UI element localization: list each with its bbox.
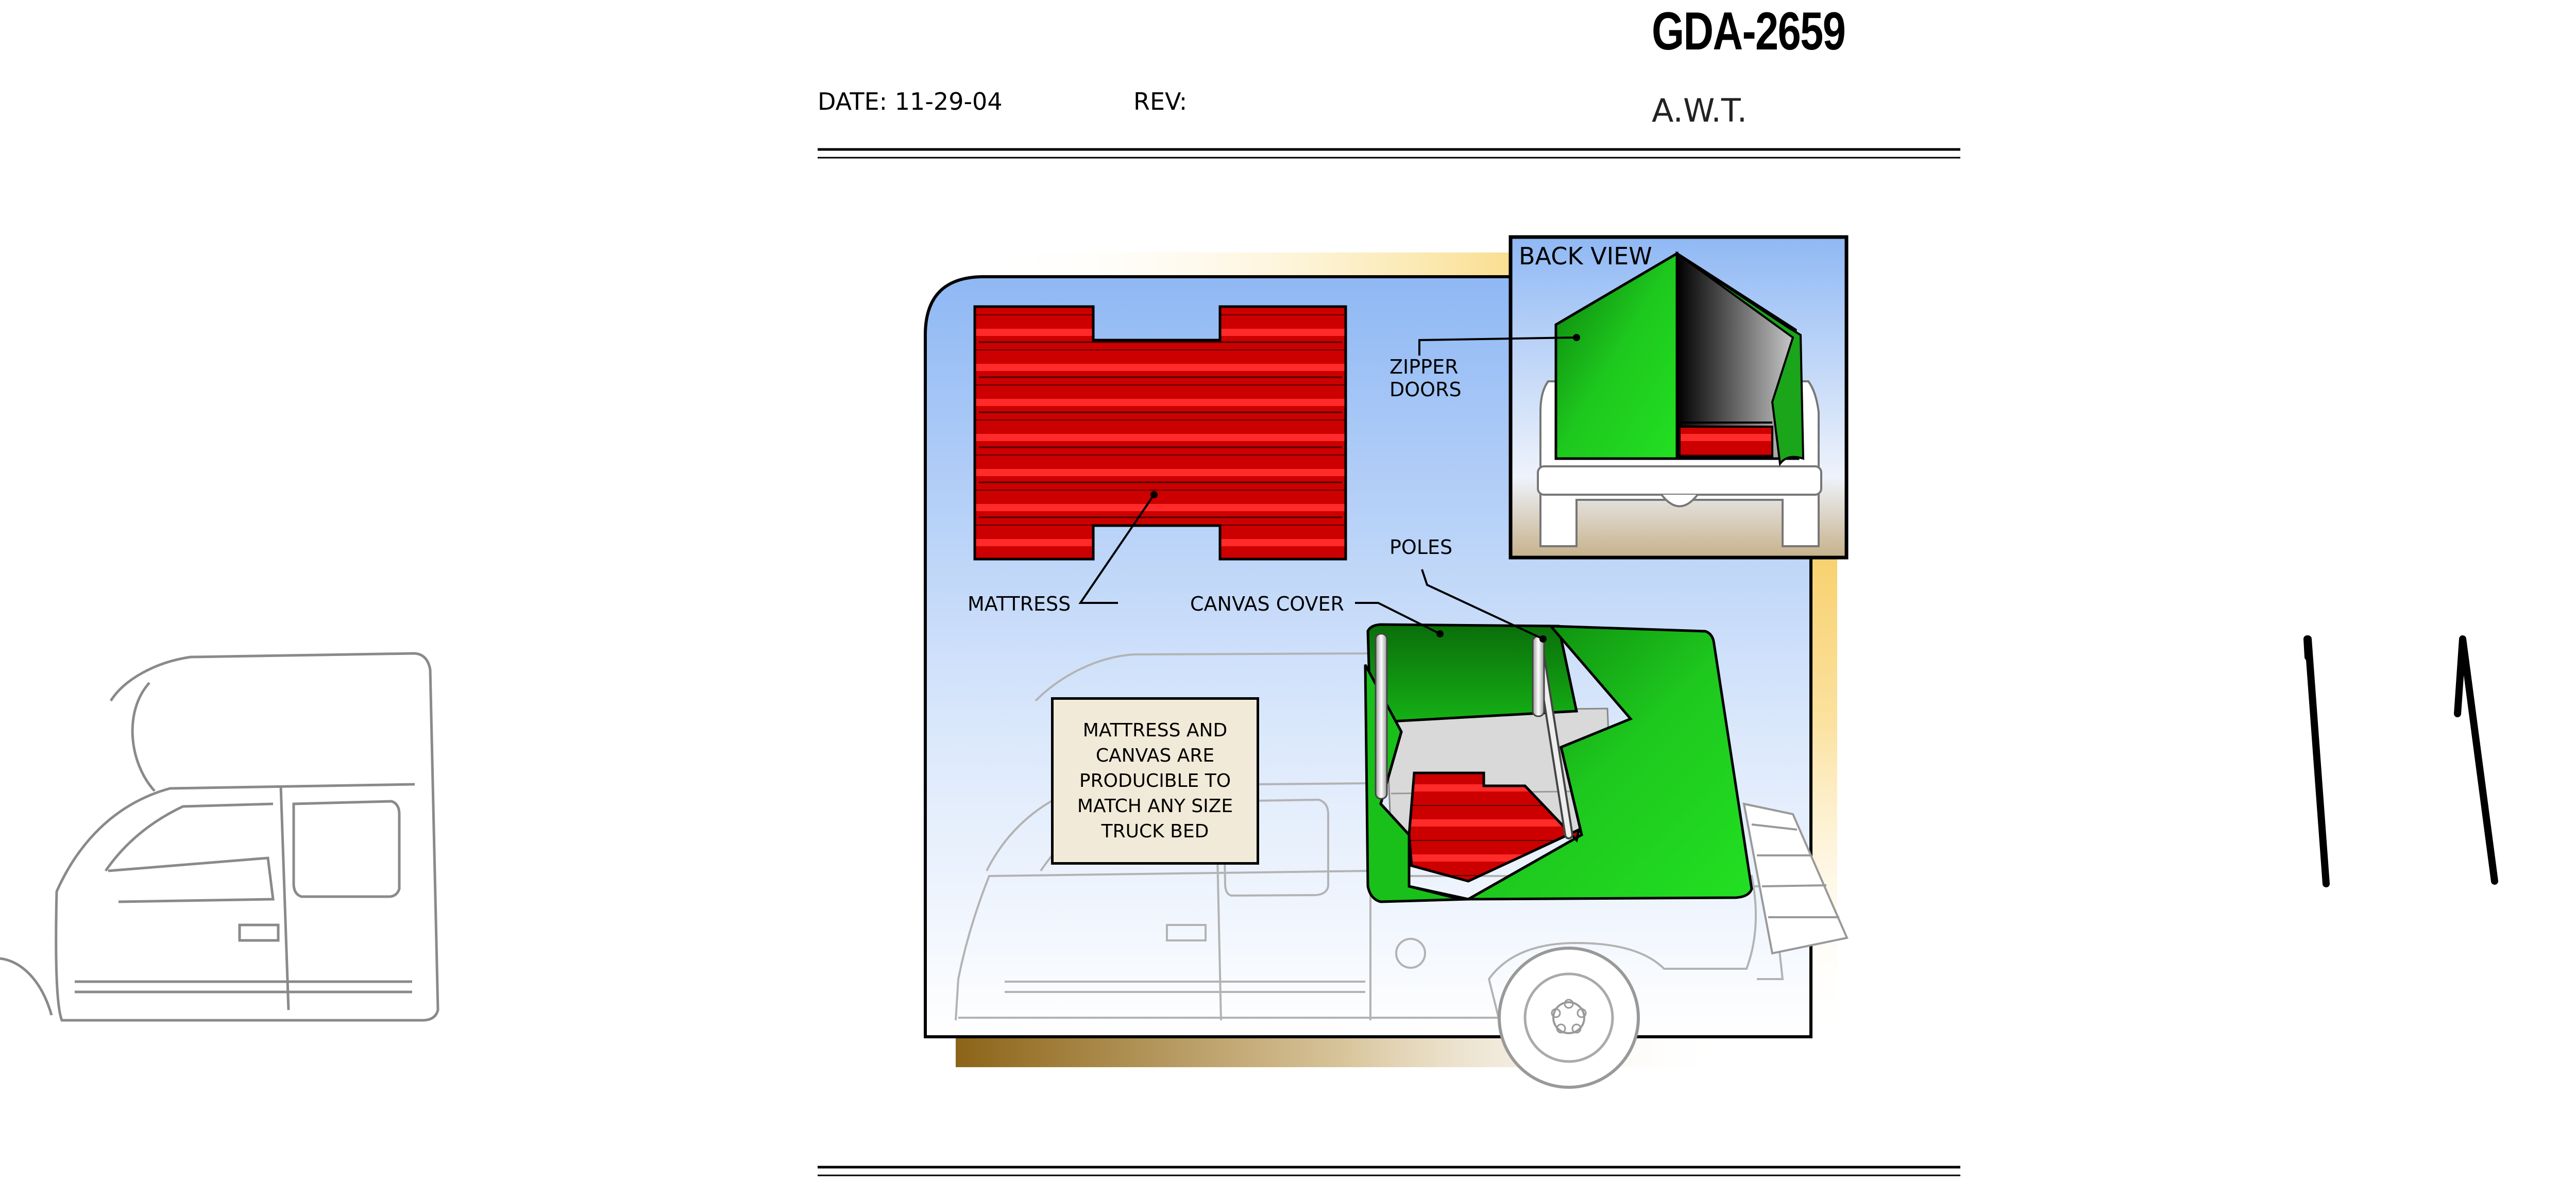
pole-sketches [2307,639,2576,884]
document-id: GDA-2659 [1652,2,1845,61]
footer-rules [818,1167,1960,1175]
note-box [1051,697,1259,865]
date-label: DATE: 11-29-04 [818,88,1003,115]
mattress-label: MATTRESS [968,593,1071,615]
back-view-inset [1511,237,1846,558]
author-initials: A.W.T. [1652,92,1748,129]
poles-label: POLES [1389,536,1453,559]
mattress-illustration [975,307,1346,559]
rear-wheel [1499,948,1638,1087]
left-truck-outline [0,653,438,1020]
back-view-title: BACK VIEW [1519,242,1652,270]
zipper-doors-label-line1: ZIPPER [1389,356,1459,378]
canvas-cover-label: CANVAS COVER [1190,593,1344,615]
revision-label: REV: [1133,88,1188,115]
header-rules [818,149,1960,158]
zipper-doors-label-line2: DOORS [1389,378,1462,401]
note-text: MATTRESS AND CANVAS ARE PRODUCIBLE TO MATCH ANY SIZE TRUCK BED [1077,720,1233,842]
